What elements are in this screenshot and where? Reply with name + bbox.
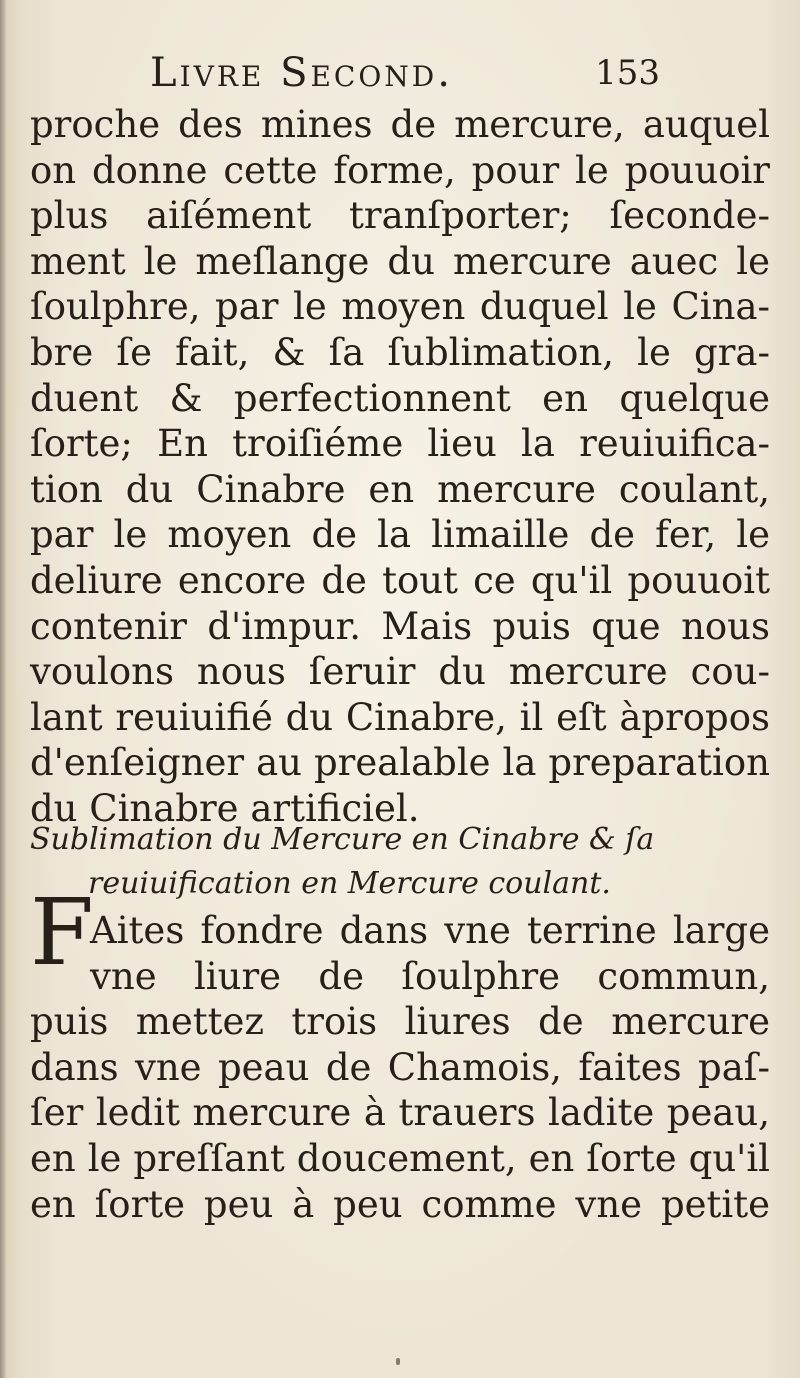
ink-speck [396,1358,400,1365]
text-line: contenir d'impur. Mais puis que nous [30,604,770,648]
text-line: proche des mines de mercure, auquel [30,103,770,146]
paragraph-1 [30,102,770,832]
section-heading-line-1: Sublimation du Mercure en Cinabre & ſa [30,822,655,857]
text-line: dans vne peau de Chamois, faites paſ- [30,1045,770,1089]
text-line: ſorte; En troiſiéme lieu la reuiuifica- [30,422,770,466]
running-head: Livre Second. [150,50,453,96]
text-line: tion du Cinabre en mercure coulant, [30,467,770,511]
text-line: par le moyen de la limaille de fer, le [30,513,770,557]
text-line: d'enſeigner au prealable la preparation [30,741,770,785]
text-line: puis mettez trois liures de mercure [30,1000,770,1044]
text-line: bre ſe fait, & ſa ſublimation, le gra- [30,330,770,374]
text-line: plus aiſément tranſporter; ſeconde- [30,194,770,238]
text-line: lant reuiuifié du Cinabre, il eſt àpropos [30,695,770,739]
text-line: duent & perfectionnent en quelque [30,376,770,420]
section-heading [30,818,760,906]
text-line: ſer ledit mercure à trauers ladite peau, [30,1091,770,1135]
text-line: deliure encore de tout ce qu'il pouuoit [30,558,770,602]
drop-cap: F [30,879,94,986]
page-number: 153 [595,53,660,93]
text-line: Aites fondre dans vne terrine large [90,909,770,952]
text-line: voulons nous ſeruir du mercure cou- [30,650,770,694]
page-header [140,48,660,98]
paragraph-2-body [30,908,770,1227]
text-line: en le preſſant doucement, en ſorte qu'il [30,1136,770,1180]
text-line: en ſorte peu à peu comme vne petite [30,1182,770,1226]
page-gutter-shadow [0,0,6,1378]
text-line: on donne cette forme, pour le pouuoir [30,148,770,192]
text-line: du Cinabre artificiel. [30,786,420,830]
text-line: ſoulphre, par le moyen duquel le Cina- [30,285,770,329]
section-heading-line-2: reuiuification en Mercure coulant. [88,866,611,901]
text-line: ment le meſlange du mercure auec le [30,239,770,283]
text-line: vne liure de ſoulphre commun, [90,954,770,998]
